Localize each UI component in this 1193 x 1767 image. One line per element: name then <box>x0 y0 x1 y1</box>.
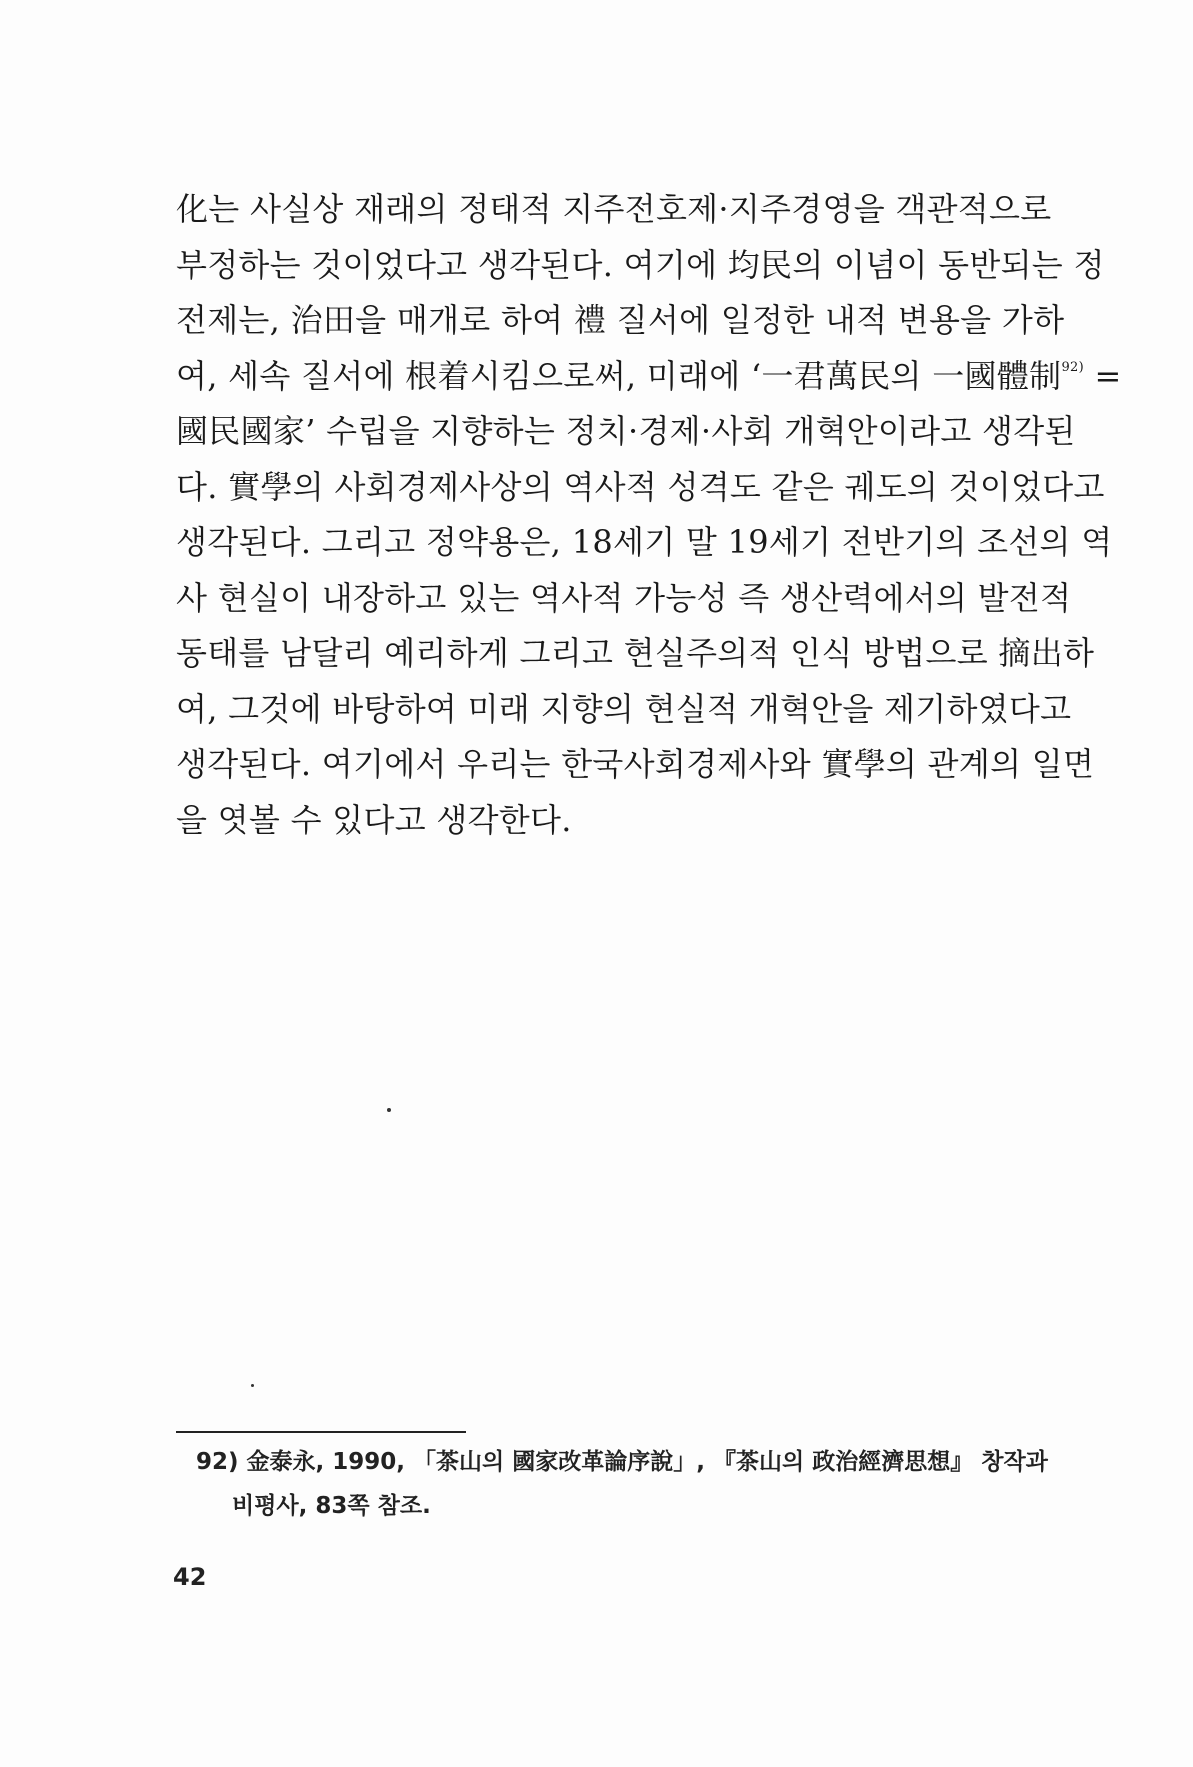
equals-sign: = <box>1094 356 1122 395</box>
body-paragraph <box>176 182 1122 848</box>
footnote-reference: 92) <box>1061 359 1084 375</box>
footnote-divider <box>176 1431 466 1433</box>
footnote-line: 비평사, 83쪽 참조. <box>232 1493 431 1519</box>
body-line: 생각된다. 여기에서 우리는 한국사회경제사와 實學의 관계의 일면 <box>176 745 1095 783</box>
body-line: 여, 그것에 바탕하여 미래 지향의 현실적 개혁안을 제기하였다고 <box>176 689 1072 728</box>
body-line: 동태를 남달리 예리하게 그리고 현실주의적 인식 방법으로 摘出하 <box>176 634 1095 672</box>
body-line: 化는 사실상 재래의 정태적 지주전호제·지주경영을 객관적으로 <box>176 190 1052 228</box>
scan-speck <box>251 1384 254 1387</box>
footnote-line: 92) 金泰永, 1990, 「茶山의 國家改革論序說」, 『茶山의 政治經濟思想』 창작과 <box>196 1449 1048 1475</box>
body-line: 을 엿볼 수 있다고 생각한다. <box>176 800 572 839</box>
body-line: 다. 實學의 사회경제사상의 역사적 성격도 같은 궤도의 것이었다고 <box>176 467 1105 506</box>
page-number: 42 <box>173 1563 207 1591</box>
scan-speck <box>387 1108 391 1112</box>
footnote <box>196 1440 1050 1528</box>
body-line: 國民國家’ 수립을 지향하는 정치·경제·사회 개혁안이라고 생각된 <box>176 412 1076 450</box>
body-line-text: 여, 세속 질서에 根着시킴으로써, 미래에 ‘一君萬民의 一國體制 <box>176 356 1062 395</box>
body-line: 전제는, 治田을 매개로 하여 禮 질서에 일정한 내적 변용을 가하 <box>176 301 1065 339</box>
body-line: 사 현실이 내장하고 있는 역사적 가능성 즉 생산력에서의 발전적 <box>176 578 1072 617</box>
body-line-with-footnote-ref <box>176 349 1122 405</box>
body-line: 부정하는 것이었다고 생각된다. 여기에 均民의 이념이 동반되는 정 <box>176 245 1105 284</box>
body-line: 생각된다. 그리고 정약용은, 18세기 말 19세기 전반기의 조선의 역 <box>176 523 1113 561</box>
